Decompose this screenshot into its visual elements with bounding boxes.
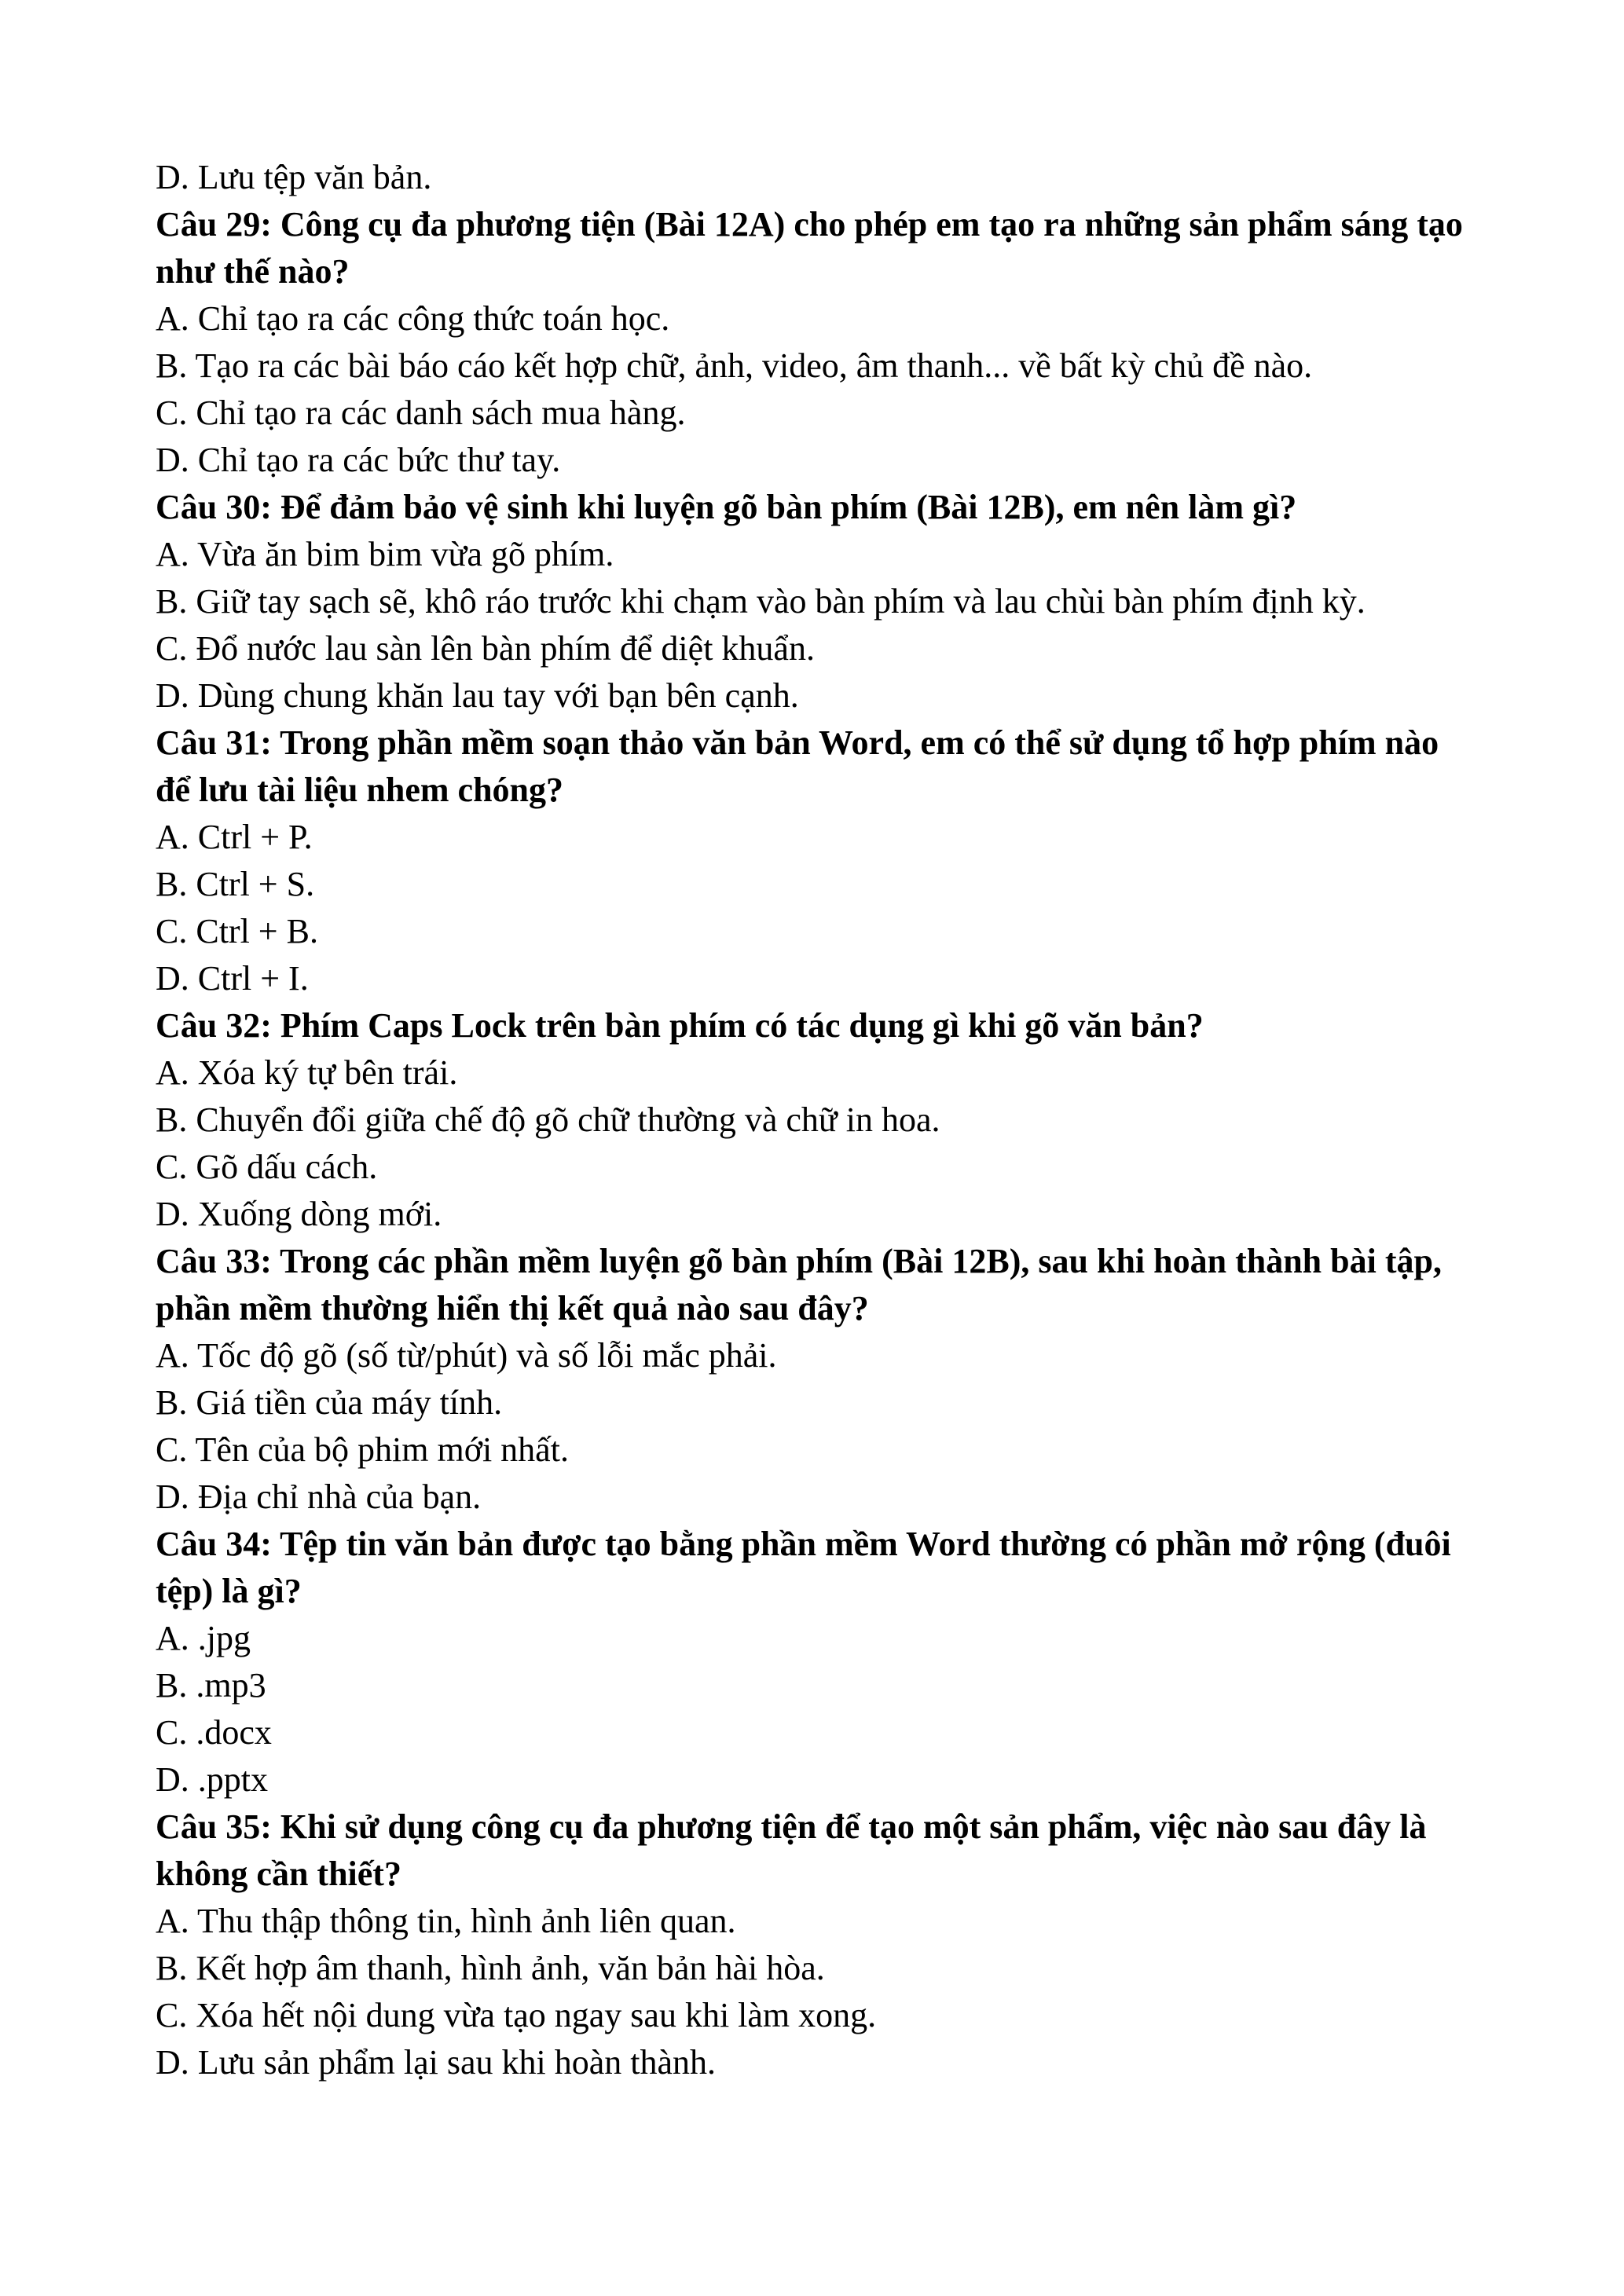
option-d: D. Chỉ tạo ra các bức thư tay. <box>156 441 561 479</box>
option-b: B. Giữ tay sạch sẽ, khô ráo trước khi chạm vào bàn phím và lau chùi bàn phím định kỳ. <box>156 582 1366 621</box>
option-d: D. Lưu sản phẩm lại sau khi hoàn thành. <box>156 2043 717 2082</box>
option-d: D. Địa chỉ nhà của bạn. <box>156 1478 482 1516</box>
question-stem: Câu 31: Trong phần mềm soạn thảo văn bản Word, em có thể sử dụng tổ hợp phím nào để lưu tài liệu nhem chóng? <box>156 723 1439 809</box>
option-c: C. .docx <box>156 1713 272 1752</box>
option-b: B. Tạo ra các bài báo cáo kết hợp chữ, ảnh, video, âm thanh... về bất kỳ chủ đề nào. <box>156 346 1313 385</box>
question-stem: Câu 30: Để đảm bảo vệ sinh khi luyện gõ bàn phím (Bài 12B), em nên làm gì? <box>156 488 1297 526</box>
option-a: A. Thu thập thông tin, hình ảnh liên quan. <box>156 1902 736 1940</box>
option-a: A. Ctrl + P. <box>156 818 313 856</box>
question-32 <box>156 1002 1476 1238</box>
option-a: A. Vừa ăn bim bim vừa gõ phím. <box>156 535 614 573</box>
option-b: B. Ctrl + S. <box>156 865 315 903</box>
option-a: A. Tốc độ gõ (số từ/phút) và số lỗi mắc phải. <box>156 1336 777 1375</box>
question-stem: Câu 29: Công cụ đa phương tiện (Bài 12A) cho phép em tạo ra những sản phẩm sáng tạo như thế nào? <box>156 205 1463 291</box>
question-35 <box>156 1803 1476 2086</box>
question-stem: Câu 33: Trong các phần mềm luyện gõ bàn phím (Bài 12B), sau khi hoàn thành bài tập, phần mềm thường hiển thị kết quả nào sau đây? <box>156 1242 1442 1327</box>
question-34 <box>156 1521 1476 1803</box>
option-c: C. Ctrl + B. <box>156 912 318 950</box>
option-c: C. Chỉ tạo ra các danh sách mua hàng. <box>156 394 686 432</box>
option-b: B. Chuyển đổi giữa chế độ gõ chữ thường và chữ in hoa. <box>156 1100 940 1139</box>
option-b: B. Giá tiền của máy tính. <box>156 1383 503 1422</box>
option-a: A. Chỉ tạo ra các công thức toán học. <box>156 299 670 338</box>
option-d: D. .pptx <box>156 1760 268 1799</box>
question-stem: Câu 35: Khi sử dụng công cụ đa phương tiện để tạo một sản phẩm, việc nào sau đây là không cần thiết? <box>156 1807 1427 1893</box>
question-stem: Câu 34: Tệp tin văn bản được tạo bằng phần mềm Word thường có phần mở rộng (đuôi tệp) là gì? <box>156 1525 1451 1610</box>
option-b: B. .mp3 <box>156 1666 266 1705</box>
question-30 <box>156 484 1476 720</box>
option-d: D. Xuống dòng mới. <box>156 1195 442 1233</box>
option-c: C. Gõ dấu cách. <box>156 1148 378 1186</box>
option-b: B. Kết hợp âm thanh, hình ảnh, văn bản hài hòa. <box>156 1949 825 1987</box>
option-d: D. Ctrl + I. <box>156 959 309 998</box>
option-a: A. .jpg <box>156 1619 251 1657</box>
option-d-previous: D. Lưu tệp văn bản. <box>156 158 432 196</box>
option-a: A. Xóa ký tự bên trái. <box>156 1053 458 1092</box>
question-stem: Câu 32: Phím Caps Lock trên bàn phím có tác dụng gì khi gõ văn bản? <box>156 1006 1204 1045</box>
option-c: C. Đổ nước lau sàn lên bàn phím để diệt khuẩn. <box>156 629 815 668</box>
option-c: C. Tên của bộ phim mới nhất. <box>156 1430 569 1469</box>
option-d: D. Dùng chung khăn lau tay với bạn bên cạnh. <box>156 676 799 715</box>
question-33 <box>156 1238 1476 1521</box>
option-c: C. Xóa hết nội dung vừa tạo ngay sau khi làm xong. <box>156 1996 877 2034</box>
question-31 <box>156 720 1476 1002</box>
document-body <box>156 154 1476 2086</box>
question-29 <box>156 201 1476 484</box>
